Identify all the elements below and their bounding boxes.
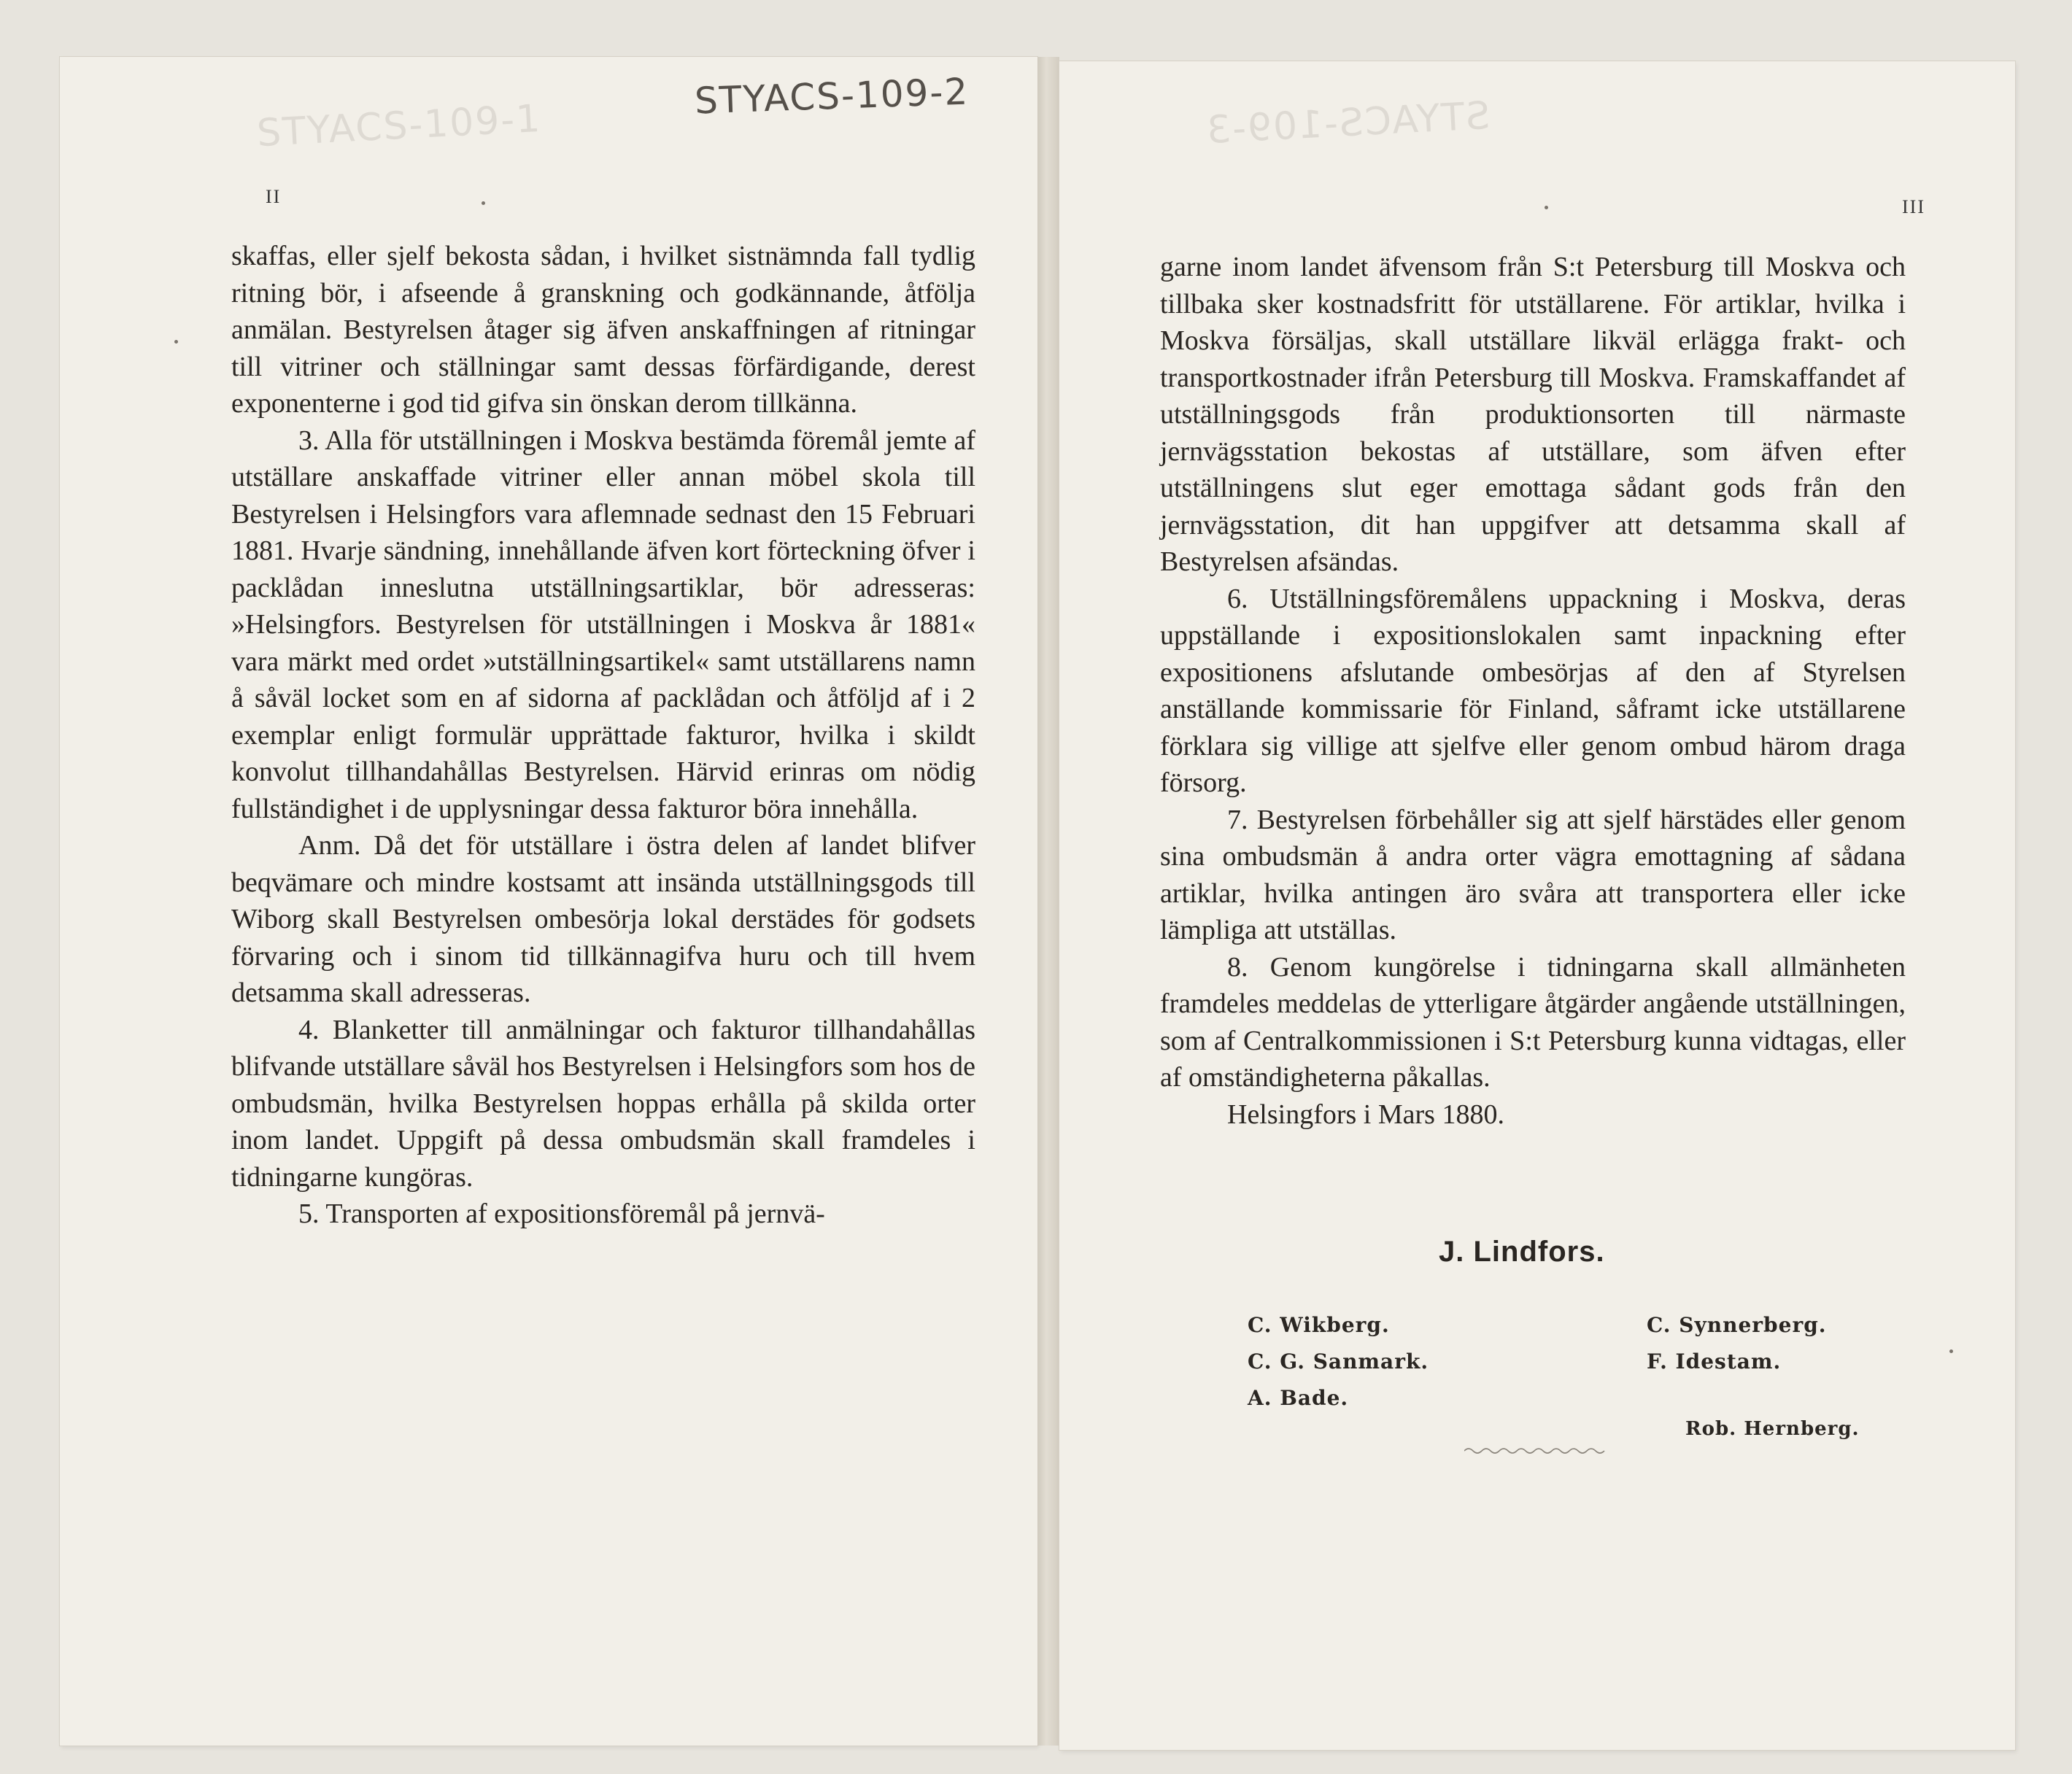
right-page [1059,61,2015,1750]
signature-member: C. Wikberg. [1248,1313,1390,1337]
signature-member: F. Idestam. [1647,1349,1782,1374]
paragraph-8: 8. Genom kungörelse i tidningarna skall allmänheten framdeles meddelas de ytterligare åtgärder angående utställningen, som af Centralkommissionen i S:t Petersburg kunna vidtagas, eller af omständigheterna påkallas. [1160,951,1906,1093]
paragraph-6: 6. Utställningsföremålens uppackning i Moskva, deras uppställande i expositionslokalen samt inpackning efter expositionens afslutande ombesörjas af den af Styrelsen anställande kommissarie för Finland, såframt icke utställarene förklara sig villige att sjelfve eller genom ombud härom draga försorg. [1160,583,1906,798]
paragraph-anm: Anm. Då det för utställare i östra delen af landet blifver beqvämare och mindre kostsamt att insända utställningsgods till Wiborg skall Bestyrelsen ombesörja lokal derstädes för godsets förvaring och i sinom tid tillkännagifva huru och till hvem detsamma skall adresseras. [231,830,975,1008]
ornament-rule [1464,1444,1610,1458]
book-spread [60,57,2015,1749]
signature-member: C. G. Sanmark. [1248,1349,1429,1374]
signature-member: C. Synnerberg. [1647,1313,1827,1337]
paragraph: skaffas, eller sjelf bekosta sådan, i hvilket sistnämnda fall tydlig ritning bör, i afseende å granskning och godkännande, åtfölja anmälan. Bestyrelsen åtager sig äfven anskaffningen af ritningar till vitriner och ställningar samt dessas förfärdigande, derest exponenterne i god tid gifva sin önskan derom tillkänna. [231,241,975,419]
paragraph: garne inom landet äfvensom från S:t Petersburg till Moskva och tillbaka sker kostnadsfritt för utställarene. För artiklar, hvilka i Moskva försäljas, skall utställare likväl erlägga frakt- och transportkostnader ifrån Petersburg till Moskva. Framskaffandet af utställningsgods från produktionsorten till närmaste jernvägsstation bekostas af utställare, som äfven efter utställningens slut eger emottaga sådant gods från den jernvägsstation, dit han uppgifver att detsamma skall af Bestyrelsen afsändas. [1160,252,1906,577]
speck-mark [174,340,178,344]
paragraph-7: 7. Bestyrelsen förbehåller sig att sjelf härstädes eller genom sina ombudsmän å andra orter vägra emottagning af sådana artiklar, hvilka antingen äro svåra att transportera eller icke lämpliga att utställas. [1160,804,1906,945]
right-body-text [1160,249,1906,1133]
date-line: Helsingfors i Mars 1880. [1227,1099,1504,1130]
signature-member: Rob. Hernberg. [1685,1418,1860,1440]
speck-mark [1949,1349,1953,1353]
archive-mark-ghost: STYACS-109-1 [255,96,543,156]
paragraph-3: 3. Alla för utställningen i Moskva bestämda föremål jemte af utställare anskaffade vitriner eller annan möbel skola till Bestyrelsen i Helsingfors vara aflemnade sednast den 15 Februari 1881. Hvarje sändning, innehållande äfven kort förteckning öfver i packlådan inneslutna utställningsartiklar, bör adresseras: »Helsingfors. Bestyrelsen för utställningen i Moskva år 1881« vara märkt med ordet »utställningsartikel« samt utställarens namn å såväl locket som en af sidorna af packlådan och åtföljd af i 2 exemplar enligt formulär upprättade fakturor, hvilka i skildt konvolut tillhandahållas Bestyrelsen. Härvid erinras om nödig fullständighet i de upplysningar dessa fakturor böra innehålla. [231,425,975,824]
speck-mark [1545,206,1548,209]
signature-member: A. Bade. [1248,1386,1349,1410]
left-body-text [231,238,975,1233]
left-page [60,57,1037,1746]
paragraph-5: 5. Transporten af expositionsföremål på jernvä- [298,1198,825,1229]
archive-mark: STYACS-109-2 [694,70,970,123]
paragraph-4: 4. Blanketter till anmälningar och fakturor tillhandahållas blifvande utställare såväl hos Bestyrelsen i Helsingfors som hos de ombudsmän, hvilka Bestyrelsen hoppas erhålla på skilda orter inom landet. Uppgift på dessa ombudsmän skall framdeles i tidningarne kungöras. [231,1014,975,1193]
book-gutter [1037,57,1059,1746]
speck-mark [482,201,485,205]
archive-mark-ghost: STYACS-109-3 [1204,93,1491,153]
signature-chairman: J. Lindfors. [1439,1236,1605,1268]
page-number: III [1902,196,1925,217]
page-number: II [266,186,282,207]
